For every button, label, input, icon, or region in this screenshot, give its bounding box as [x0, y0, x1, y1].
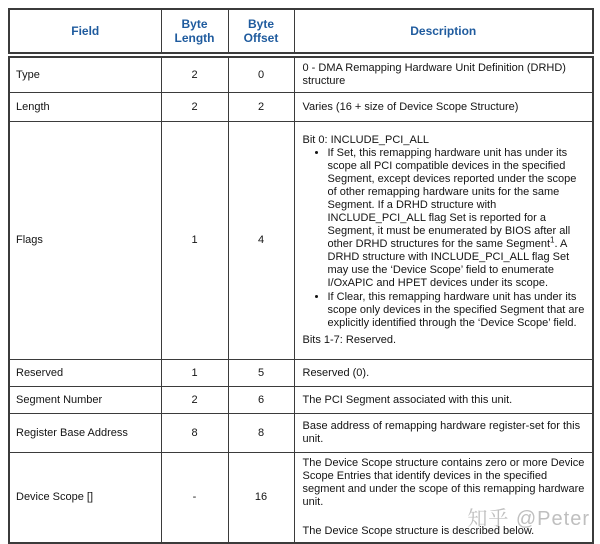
byte-offset-cell: 4: [228, 122, 294, 360]
byte-length-cell: -: [161, 453, 228, 544]
table-row-type: [9, 55, 593, 93]
footnote-superscript: 1: [550, 235, 555, 245]
field-cell: Reserved: [9, 360, 161, 387]
flags-bullet-list: [303, 147, 587, 330]
description-cell: Varies (16 + size of Device Scope Structure): [294, 93, 593, 122]
table-row-device-scope: [9, 453, 593, 544]
table-row-register-base-address: [9, 414, 593, 453]
field-cell: Length: [9, 93, 161, 122]
byte-offset-cell: 5: [228, 360, 294, 387]
byte-length-cell: 2: [161, 387, 228, 414]
description-cell: Reserved (0).: [294, 360, 593, 387]
description-cell: The PCI Segment associated with this unit.: [294, 387, 593, 414]
field-cell: Segment Number: [9, 387, 161, 414]
byte-length-cell: 2: [161, 55, 228, 93]
byte-offset-cell: 8: [228, 414, 294, 453]
flags-bullet-if-set: • If Set, this remapping hardware unit has under its scope all PCI compatible devices in the specified Segment, except devices reported under the scope of other remapping hardware units for the same Segment. If a DRHD structure with INCLUDE_PCI_ALL flag Set is reported for a Segment, it must be enumerated by BIOS after all other DRHD structures for the same Segment$^1$. A DRHD structure with INCLUDE_PCI_ALL flag Set may use the ‘Device Scope’ field to enumerate I/OxAPIC and HPET devices under its scope.: [328, 147, 587, 290]
description-cell: Base address of remapping hardware register-set for this unit.: [294, 414, 593, 453]
byte-length-cell: 1: [161, 122, 228, 360]
byte-length-cell: 2: [161, 93, 228, 122]
header-byte-offset: Byte Offset: [228, 9, 294, 55]
field-cell: Type: [9, 55, 161, 93]
table-row-segment-number: [9, 387, 593, 414]
table-header: [9, 9, 593, 55]
byte-length-cell: 8: [161, 414, 228, 453]
flags-bit0-heading: Bit 0: INCLUDE_PCI_ALL: [302, 134, 430, 146]
byte-offset-cell: 2: [228, 93, 294, 122]
header-description: Description: [294, 9, 593, 55]
zhihu-watermark: 知乎 @Peter: [467, 508, 590, 530]
field-cell: Device Scope []: [9, 453, 161, 544]
byte-offset-cell: 16: [228, 453, 294, 544]
table-row-reserved: [9, 360, 593, 387]
header-row: [9, 9, 593, 55]
device-scope-paragraph-1: The Device Scope structure contains zero or more Device Scope Entries that identify devices in the specified segment and under the scope of this remapping hardware unit.: [302, 457, 585, 508]
table-row-length: [9, 93, 593, 122]
header-byte-length: Byte Length: [161, 9, 228, 55]
drhd-structure-table: [8, 8, 594, 544]
field-cell: Flags: [9, 122, 161, 360]
header-field: Field: [9, 9, 161, 55]
table-row-flags: [9, 122, 593, 360]
byte-length-cell: 1: [161, 360, 228, 387]
field-cell: Register Base Address: [9, 414, 161, 453]
flags-bits-reserved: Bits 1-7: Reserved.: [302, 334, 397, 346]
description-cell: [294, 122, 593, 360]
byte-offset-cell: 0: [228, 55, 294, 93]
byte-offset-cell: 6: [228, 387, 294, 414]
description-cell: [294, 453, 593, 544]
description-cell: 0 - DMA Remapping Hardware Unit Definition (DRHD) structure: [294, 55, 593, 93]
device-scope-paragraph-2: The Device Scope structure is described below.: [302, 525, 535, 537]
flags-bullet-if-clear: • If Clear, this remapping hardware unit has under its scope only devices in the specified Segment that are explicitly identified through the ‘Device Scope’ field.: [328, 291, 587, 330]
